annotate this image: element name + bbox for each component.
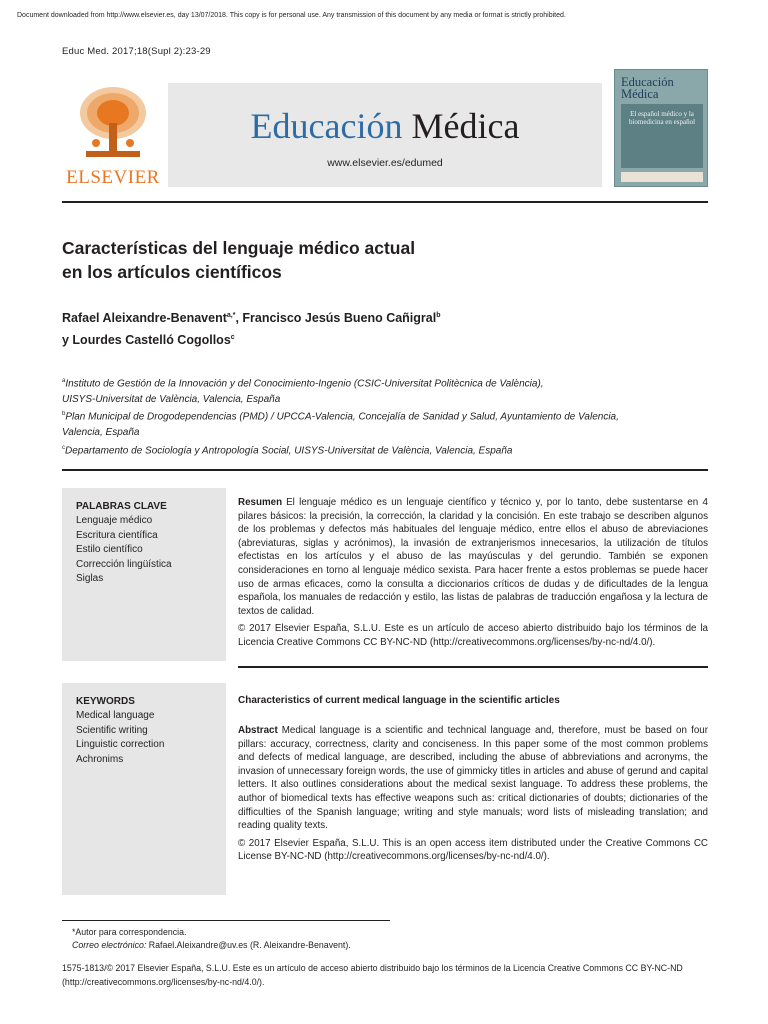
keyword-item: Medical language [76, 710, 155, 721]
journal-title-second: Médica [411, 106, 520, 146]
keyword-item: Achronims [76, 753, 124, 765]
resumen-license: © 2017 Elsevier España, S.L.U. Este es un artículo de acceso abierto distribuido bajo los términos de la Licencia Creative Commons CC BY-NC-ND (http://creativecommons.org/licenses/by-nc-nd/4.0/). [238, 623, 708, 648]
journal-cover [614, 69, 708, 187]
author-list [62, 306, 440, 350]
publisher-wordmark: ELSEVIER [66, 167, 160, 188]
author-marks: c [230, 334, 235, 342]
elsevier-tree-icon [76, 83, 150, 159]
author-name: y Lourdes Castelló Cogollos [62, 333, 231, 348]
affiliations [62, 374, 708, 458]
keyword-item: Scientific writing [76, 724, 148, 736]
cover-image-panel [621, 104, 703, 168]
abstract-rule [238, 666, 708, 668]
author-separator: , [235, 311, 243, 326]
email-note [72, 940, 351, 950]
keyword-item: Corrección lingüística [76, 558, 172, 570]
author-marks: b [436, 312, 441, 319]
resumen-label: Resumen [238, 497, 283, 508]
cover-subtitle: El español médico y la biomedicina en español [628, 110, 696, 126]
elsevier-logo [62, 83, 164, 187]
cover-title [621, 76, 703, 100]
english-title: Characteristics of current medical language in the scientific articles [238, 695, 560, 706]
keywords-es-heading: PALABRAS CLAVE [76, 501, 167, 512]
keyword-item: Lenguaje médico [76, 515, 153, 526]
article-title [62, 236, 415, 284]
author-marks: a,* [226, 312, 236, 319]
keywords-en-box [62, 683, 226, 895]
resumen-text: El lenguaje médico es un lenguaje científico y técnico y, por lo tanto, debe sustentarse en 4 pilares básicos: la precisión, la corrección, la claridad y la concisión. En este trabajo se describen algunos de los problemas y defectos más habituales del lenguaje médico, entre ellos el abuso de abreviaciones (abreviaturas, siglas y acrónimos), la invasión de extranjerismos innecesarios, la utilización de títulos efectistas en los artículos y el abuso de las mayúsculas y del gerundio. También se exponen consideraciones en torno al lenguaje médico sexista. Para hacer frente a estos problemas se puede hacer uso de armas eficaces, como la consulta a diccionarios críticos de dudas y de dificultades de la lengua española, los manuales de redacción y estilo, las listas de palabras de traducción engañosa y la lectura de textos de calidad. [238, 497, 708, 617]
affiliation-a [62, 374, 708, 407]
abstract-text: Medical language is a scientific and technical language and, therefore, must be based on four pillars: accuracy, correctness, clarity and conciseness. In this paper some of the most common problems and defects of medical language, are described, including the abuse of abbreviations and acronyms, the invasion of unnecessary foreign words, the use of gimmicky titles in articles and abuse of gerund and capital letters. It also outlines considerations about the medical sexist language. To address these problems, the author of biomedical texts has effective weapons such as: critical dictionaries of doubts; dictionaries of the difficulties of the Spanish language; writing and style manuals; word lists of misleading translation; and reading quality texts. [238, 725, 708, 832]
author-name: Francisco Jesús Bueno Cañigral [242, 311, 437, 326]
keyword-item: Siglas [76, 573, 104, 584]
keywords-es-box [62, 488, 226, 661]
corresponding-note: *Autor para correspondencia. [72, 927, 187, 937]
cover-title-line2: Médica [621, 87, 659, 101]
masthead [62, 69, 708, 187]
cover-footer-strip [621, 172, 703, 182]
section-rule [62, 469, 708, 471]
affiliation-text: Valencia, España [62, 427, 140, 439]
affiliation-text: Departamento de Sociología y Antropología Social, UISYS-Universitat de València, Valencia, España [65, 444, 513, 456]
affiliation-mark: b [62, 411, 66, 418]
download-notice: Document downloaded from http://www.elsevier.es, day 13/07/2018. This copy is for personal use. Any transmission of this document by any media or format is strictly prohibited. [17, 12, 566, 19]
keyword-item: Linguistic correction [76, 739, 165, 750]
keyword-item: Estilo científico [76, 544, 143, 555]
header-rule [62, 201, 708, 203]
affiliation-c [62, 441, 708, 459]
author-name: Rafael Aleixandre-Benavent [62, 311, 227, 326]
abstract-block [238, 724, 708, 864]
email-label: Correo electrónico: [72, 940, 147, 950]
cover-title-line1: Educación [621, 75, 674, 89]
affiliation-text: Plan Municipal de Drogodependencias (PMD) / UPCCA-Valencia, Concejalía de Sanidad y Salud, Ayuntamiento de Valencia, [65, 411, 619, 423]
affiliation-mark: c [62, 444, 65, 451]
abstract-license: © 2017 Elsevier España, S.L.U. This is an open access item distributed under the Creative Commons CC License BY-NC-ND (http://creativecommons.org/licenses/by-nc-nd/4.0/). [238, 837, 708, 863]
resumen-block [238, 496, 708, 650]
journal-url[interactable]: www.elsevier.es/edumed [327, 157, 443, 169]
journal-title-band [168, 83, 602, 187]
affiliation-text: Instituto de Gestión de la Innovación y del Conocimiento-Ingenio (CSIC-Universitat Politècnica de València), [65, 378, 544, 390]
article-title-line1: Características del lenguaje médico actual [62, 238, 416, 258]
email-value[interactable]: Rafael.Aleixandre@uv.es (R. Aleixandre-Benavent). [148, 940, 351, 950]
citation: Educ Med. 2017;18(Supl 2):23-29 [62, 46, 211, 57]
affiliation-text: UISYS-Universitat de València, Valencia, España [62, 393, 281, 405]
affiliation-mark: a [62, 378, 66, 384]
article-title-line2: en los artículos científicos [62, 262, 282, 282]
journal-title [168, 105, 602, 147]
journal-title-first: Educación [250, 106, 403, 146]
footnote-rule [62, 920, 390, 921]
abstract-label: Abstract [238, 725, 278, 736]
bottom-license: 1575-1813/© 2017 Elsevier España, S.L.U. Este es un artículo de acceso abierto distribuido bajo los términos de la Licencia Creative Commons CC BY-NC-ND (http://creativecommons.org/licenses/by-nc-nd/4.0/). [62, 963, 683, 987]
affiliation-b [62, 407, 708, 440]
keywords-en-heading: KEYWORDS [76, 696, 135, 707]
keyword-item: Escritura científica [76, 529, 158, 541]
